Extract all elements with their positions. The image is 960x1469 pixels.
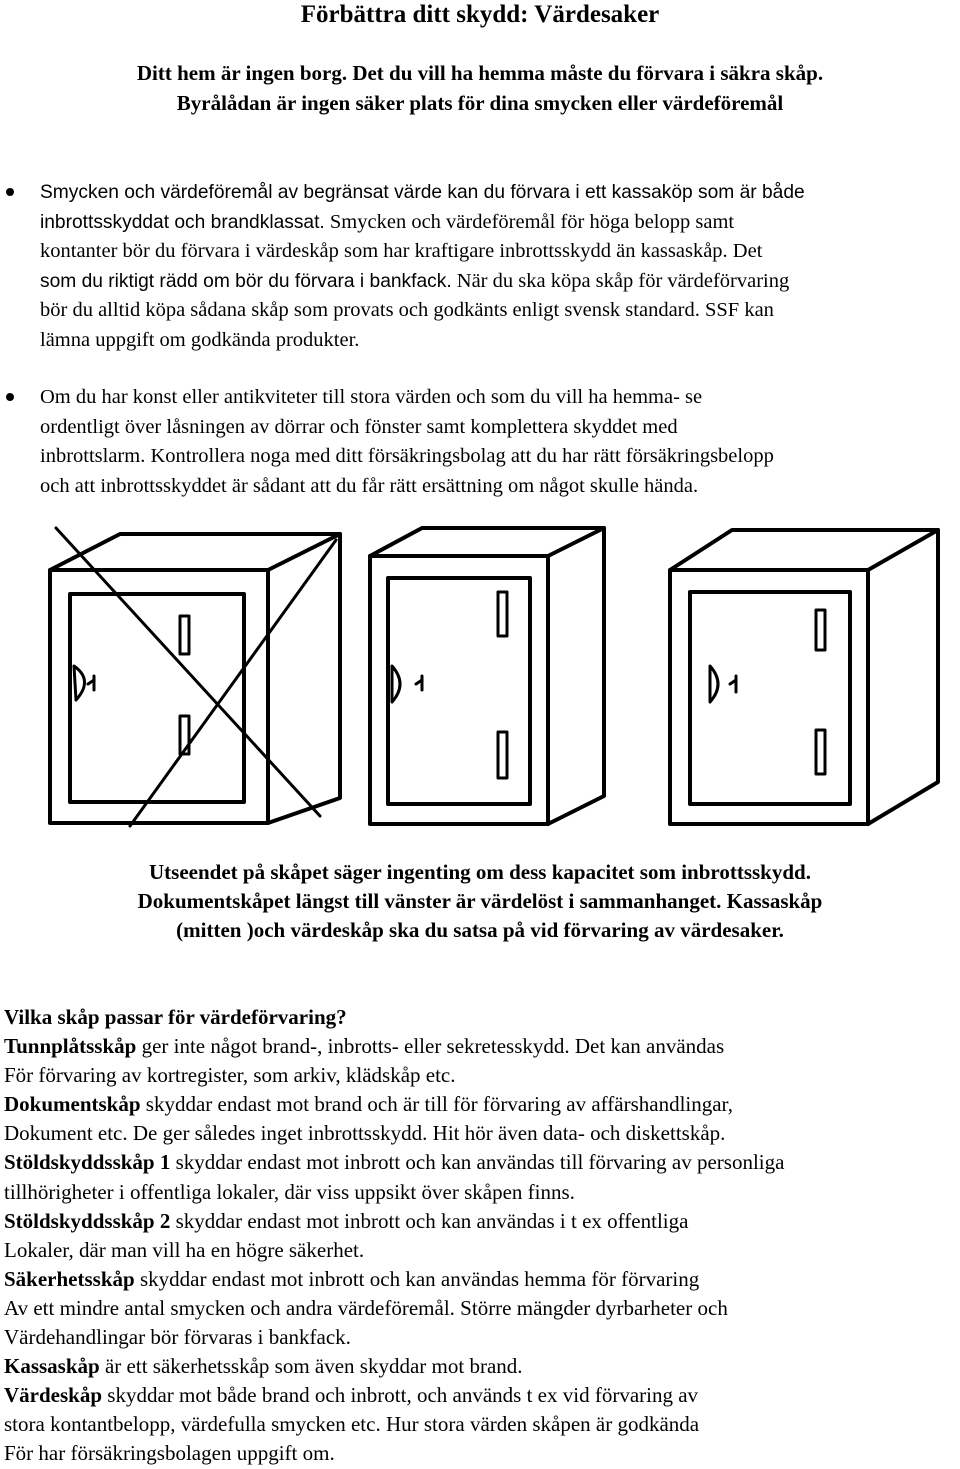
safe-hinge bbox=[498, 592, 507, 636]
intro bbox=[0, 58, 960, 118]
safe-top-edge bbox=[370, 528, 604, 556]
term: Värdeskåp bbox=[4, 1383, 103, 1408]
definition-line: tillhörigheter i offentliga lokaler, där viss uppsikt över skåpen finns. bbox=[4, 1179, 575, 1204]
safe-type-tunnplat bbox=[4, 1032, 954, 1061]
caption-line: Dokumentskåpet längst till vänster är värdelöst i sammanhanget. Kassaskåp bbox=[137, 889, 823, 913]
safe-type-stold1 bbox=[4, 1148, 954, 1177]
safe-door bbox=[388, 578, 530, 804]
cabinet-lock bbox=[88, 676, 94, 690]
definition: skyddar endast mot inbrott och kan användas till förvaring av personliga bbox=[170, 1150, 785, 1175]
bullet-icon bbox=[6, 393, 14, 401]
bullet-text: inbrottslarm. Kontrollera noga med ditt försäkringsbolag att du har rätt försäkringsbelopp bbox=[40, 445, 774, 467]
intro-line: Byrålådan är ingen säker plats för dina smycken eller värdeföremål bbox=[176, 91, 784, 115]
term: Dokumentskåp bbox=[4, 1092, 141, 1117]
safe-type-kassa bbox=[4, 1352, 954, 1381]
term: Stöldskyddsskåp 2 bbox=[4, 1208, 171, 1233]
safe-handle bbox=[710, 666, 718, 702]
term: Stöldskyddsskåp 1 bbox=[4, 1150, 171, 1175]
safe-types-section bbox=[4, 1003, 954, 1469]
term: Kassaskåp bbox=[4, 1354, 100, 1379]
definition-line: För har försäkringsbolagen uppgift om. bbox=[4, 1441, 335, 1466]
cross-out-line bbox=[130, 540, 336, 826]
bullet-item-small-valuables bbox=[40, 178, 958, 355]
bullet-text: När du ska köpa skåp för värdeförvaring bbox=[451, 269, 790, 292]
section-heading: Vilka skåp passar för värdeförvaring? bbox=[4, 1005, 347, 1029]
cabinet-hinge bbox=[180, 616, 189, 654]
illustration-caption bbox=[0, 858, 960, 945]
definition: skyddar endast mot brand och är till för förvaring av affärshandlingar, bbox=[140, 1092, 733, 1117]
caption-line: (mitten )och värdeskåp ska du satsa på vid förvaring av värdesaker. bbox=[176, 918, 784, 942]
safe-type-dokument bbox=[4, 1090, 954, 1119]
safe-lock bbox=[730, 676, 736, 692]
definition: ger inte något brand-, inbrotts- eller sekretesskydd. Det kan användas bbox=[136, 1034, 725, 1059]
definition-line: Värdehandlingar bör förvaras i bankfack. bbox=[4, 1325, 351, 1350]
cabinet-handle bbox=[74, 666, 85, 700]
bullet-text: som du riktigt rädd om bör du förvara i bankfack. bbox=[40, 270, 452, 292]
bullet-text: kontanter bör du förvara i värdeskåp som har kraftigare inbrottsskydd än kassaskåp. Det bbox=[40, 240, 763, 262]
safe-hinge bbox=[816, 610, 825, 650]
definition-line: Av ett mindre antal smycken och andra värdeföremål. Större mängder dyrbarheter och bbox=[4, 1295, 728, 1320]
caption-line: Utseendet på skåpet säger ingenting om dess kapacitet som inbrottsskydd. bbox=[149, 860, 811, 884]
safe-type-varde bbox=[4, 1381, 954, 1410]
document-cabinet-drawing bbox=[50, 528, 340, 826]
safe-hinge bbox=[498, 732, 507, 778]
bullet-text: lämna uppgift om godkända produkter. bbox=[40, 328, 360, 351]
definition: skyddar endast mot inbrott och kan användas hemma för förvaring bbox=[134, 1266, 700, 1291]
bullet-text: och att inbrottsskyddet är sådant att du får rätt ersättning om något skulle hända. bbox=[40, 474, 699, 497]
definition: skyddar mot både brand och inbrott, och används t ex vid förvaring av bbox=[102, 1383, 699, 1408]
definition-line: Dokument etc. De ger således inget inbrottsskydd. Hit hör även data- och diskettskåp. bbox=[4, 1121, 726, 1146]
safe-hinge bbox=[816, 730, 825, 774]
page-title: Förbättra ditt skydd: Värdesaker bbox=[300, 1, 660, 28]
definition-line: Lokaler, där man vill ha en högre säkerhet. bbox=[4, 1237, 365, 1262]
safe-top-edge bbox=[670, 530, 938, 570]
bullet-text: ordentligt över låsningen av dörrar och fönster samt komplettera skyddet med bbox=[40, 415, 678, 438]
cabinet-door bbox=[70, 594, 244, 802]
cash-safe-drawing bbox=[370, 528, 604, 824]
definition-line: stora kontantbelopp, värdefulla smycken etc. Hur stora värden skåpen är godkända bbox=[4, 1412, 700, 1437]
bullet-icon bbox=[6, 188, 14, 196]
safe-type-stold2 bbox=[4, 1207, 954, 1236]
bullet-item-art-antiques bbox=[40, 383, 958, 501]
definition: är ett säkerhetsskåp som även skyddar mot brand. bbox=[99, 1354, 523, 1379]
value-safe-drawing bbox=[670, 530, 938, 824]
bullet-text: inbrottsskyddat och brandklassat. bbox=[40, 211, 325, 233]
safe-lock bbox=[416, 676, 422, 690]
bullet-text: Smycken och värdeföremål för höga belopp samt bbox=[324, 210, 735, 233]
cabinet-top-edge bbox=[50, 534, 340, 570]
intro-line: Ditt hem är ingen borg. Det du vill ha hemma måste du förvara i säkra skåp. bbox=[136, 61, 824, 85]
definition: skyddar endast mot inbrott och kan användas i t ex offentliga bbox=[170, 1208, 689, 1233]
bullet-text: bör du alltid köpa sådana skåp som provats och godkänts enligt svensk standard. SSF kan bbox=[40, 299, 774, 321]
safe-handle bbox=[392, 666, 400, 702]
term: Tunnplåtsskåp bbox=[4, 1034, 137, 1059]
bullet-text: Om du har konst eller antikviteter till stora värden och som du vill ha hemma- se bbox=[40, 386, 703, 408]
definition-line: För förvaring av kortregister, som arkiv, klädskåp etc. bbox=[4, 1063, 456, 1088]
bullet-text: Smycken och värdeföremål av begränsat värde kan du förvara i ett kassaköp som är både bbox=[40, 182, 805, 203]
safe-type-sakerhet bbox=[4, 1265, 954, 1294]
term: Säkerhetsskåp bbox=[4, 1266, 135, 1291]
safe-outline bbox=[370, 528, 604, 824]
safes-illustration bbox=[20, 520, 960, 835]
